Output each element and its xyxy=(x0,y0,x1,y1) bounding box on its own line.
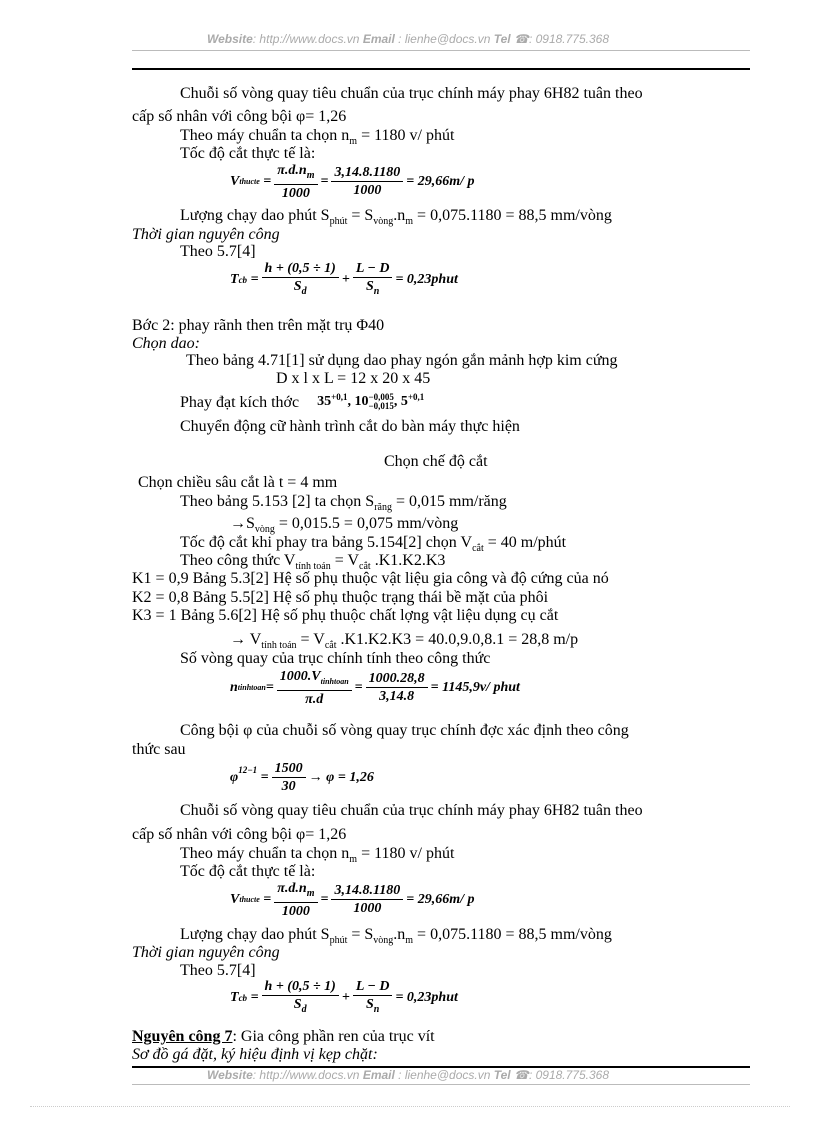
text-line: Chuỗi số vòng quay tiêu chuẩn của trục chính máy phay 6H82 tuân theo xyxy=(180,85,643,102)
tel-label: Tel xyxy=(493,1068,511,1082)
text-line: D x l x L = 12 x 20 x 45 xyxy=(276,370,431,387)
text-line: $\to S_{vòng} = 0,015.5 = 0,075$ mm/vòng xyxy=(230,515,459,536)
header-thin-rule xyxy=(132,50,750,51)
page-header xyxy=(0,32,816,46)
text-line: cấp số nhân với công bội φ= 1,26 xyxy=(132,826,347,843)
section-label: Thời gian nguyên công xyxy=(132,944,280,961)
text-line: Theo bảng 5.153 [2] ta chọn $S_{răng} = 0,015$ mm/răng xyxy=(180,493,507,514)
step-heading: Bớc 2: phay rãnh then trên mặt trụ Φ40 xyxy=(132,317,385,334)
text-line: Theo bảng 4.71[1] sử dụng dao phay ngón gắn mảnh hợp kim cứng xyxy=(186,352,618,369)
text-line: Số vòng quay của trục chính tính theo công thức xyxy=(180,650,491,667)
section-label: Sơ đồ gá đặt, ký hiệu định vị kẹp chặt: xyxy=(132,1046,378,1063)
section-label: Chọn dao: xyxy=(132,335,200,352)
website-label: Website xyxy=(206,32,253,46)
text-line: Phay đạt kích thớc 35 $^{+0,1}$ , 10 −0,005 −0,015 , 5 $^{+0,1}$ xyxy=(180,392,425,411)
tel-text: : 0918.775.368 xyxy=(528,1068,610,1082)
text-line: K3 = 1 Bảng 5.6[2] Hệ số phụ thuộc chất lợng vật liệu dụng cụ cắt xyxy=(132,607,559,624)
footer-thin-rule xyxy=(132,1084,750,1085)
text-line: Theo máy chuẩn ta chọn $n_m = 1180$ v/ phút xyxy=(180,127,455,148)
text-line: Tốc độ cắt thực tế là: xyxy=(180,145,316,162)
text-line: Chuyển động cữ hành trình cắt do bàn máy thực hiện xyxy=(180,418,520,435)
phone-icon: ☎ xyxy=(513,32,529,46)
page-footer xyxy=(0,1068,816,1082)
text-line: Lượng chạy dao phút $S_{phút} = S_{vòng}.n_m = 0,075.1180 = 88,5$ mm/vòng xyxy=(180,207,612,228)
operation-heading: Nguyên công 7: Gia công phần ren của trục vít xyxy=(132,1028,435,1045)
text-line: Theo 5.7[4] xyxy=(180,243,256,260)
machining-time-formula-2: T cb = $\frac{h + (0,5 \div 1)}{S_d}$ + $\frac{L - D}{S_n}$ = 0,23phut xyxy=(230,979,458,1015)
text-line: Theo công thức $V_{tính toán} = V_{cắt}$ .K1.K2.K3 xyxy=(180,552,446,573)
section-heading: Chọn chế độ cắt xyxy=(384,453,488,470)
header-rule xyxy=(132,68,750,70)
email-text: : lienhe@docs.vn xyxy=(394,1068,494,1082)
text-line: → $V_{tính toán} = V_{cắt}$ .K1.K2.K3 = 40.0,9.0,8.1 = 28,8 m/p xyxy=(230,631,579,652)
spindle-speed-formula: n tinhtoan = $\frac{1000.V_{tinhtoan}}{\pi.d}$ = $\frac{1000.28,8}{3,14.8}$ = 1145,9v/ phut xyxy=(230,669,520,707)
tel-label: Tel xyxy=(493,32,511,46)
website-text: : http://www.docs.vn xyxy=(252,32,363,46)
email-label: Email xyxy=(362,32,395,46)
dimension-tolerances: 35 $^{+0,1}$ , 10 −0,005 −0,015 , 5 $^{+0,1}$ xyxy=(317,392,425,411)
text-line: Theo 5.7[4] xyxy=(180,962,256,979)
text-line: Chuỗi số vòng quay tiêu chuẩn của trục chính máy phay 6H82 tuân theo xyxy=(180,802,643,819)
text-line: cấp số nhân với công bội φ= 1,26 xyxy=(132,108,347,125)
phone-icon: ☎ xyxy=(513,1068,529,1082)
text-line: Tốc độ cắt khi phay tra bảng 5.154[2] chọn $V_{cắt} = 40$ m/phút xyxy=(180,534,567,555)
website-text: : http://www.docs.vn xyxy=(252,1068,363,1082)
text-line: Theo máy chuẩn ta chọn $n_m = 1180$ v/ phút xyxy=(180,845,455,866)
text-line: thức sau xyxy=(132,741,186,758)
machining-time-formula: T cb = $\frac{h + (0,5 \div 1)}{S_d}$ + $\frac{L - D}{S_n}$ = 0,23phut xyxy=(230,261,458,297)
text-line: Tốc độ cắt thực tế là: xyxy=(180,863,316,880)
text-line: K2 = 0,8 Bảng 5.5[2] Hệ số phụ thuộc trạng thái bề mặt của phôi xyxy=(132,589,549,606)
page-edge-dots xyxy=(30,1106,790,1107)
section-label: Thời gian nguyên công xyxy=(132,226,280,243)
email-text: : lienhe@docs.vn xyxy=(394,32,494,46)
text-line: K1 = 0,9 Bảng 5.3[2] Hệ số phụ thuộc vật liệu gia công và độ cứng của nó xyxy=(132,570,609,587)
email-label: Email xyxy=(362,1068,395,1082)
cutting-speed-formula: V thucte = $\frac{\pi.d.n_m}{1000}$ = $\frac{3,14.8.1180}{1000}$ = 29,66m/ p xyxy=(230,163,475,201)
ratio-formula: φ $^{12-1}$ = $\frac{1500}{30}$ → φ = 1,26 xyxy=(230,761,374,794)
text-line: Lượng chạy dao phút $S_{phút} = S_{vòng}.n_m = 0,075.1180 = 88,5$ mm/vòng xyxy=(180,926,612,947)
tel-text: : 0918.775.368 xyxy=(528,32,610,46)
website-label: Website xyxy=(206,1068,253,1082)
cutting-speed-formula-2: V thucte = $\frac{\pi.d.n_m}{1000}$ = $\frac{3,14.8.1180}{1000}$ = 29,66m/ p xyxy=(230,881,475,919)
text-line: Chọn chiều sâu cắt là t = 4 mm xyxy=(138,474,338,491)
text-line: Công bội φ của chuỗi số vòng quay trục chính đợc xác định theo công xyxy=(180,722,629,739)
